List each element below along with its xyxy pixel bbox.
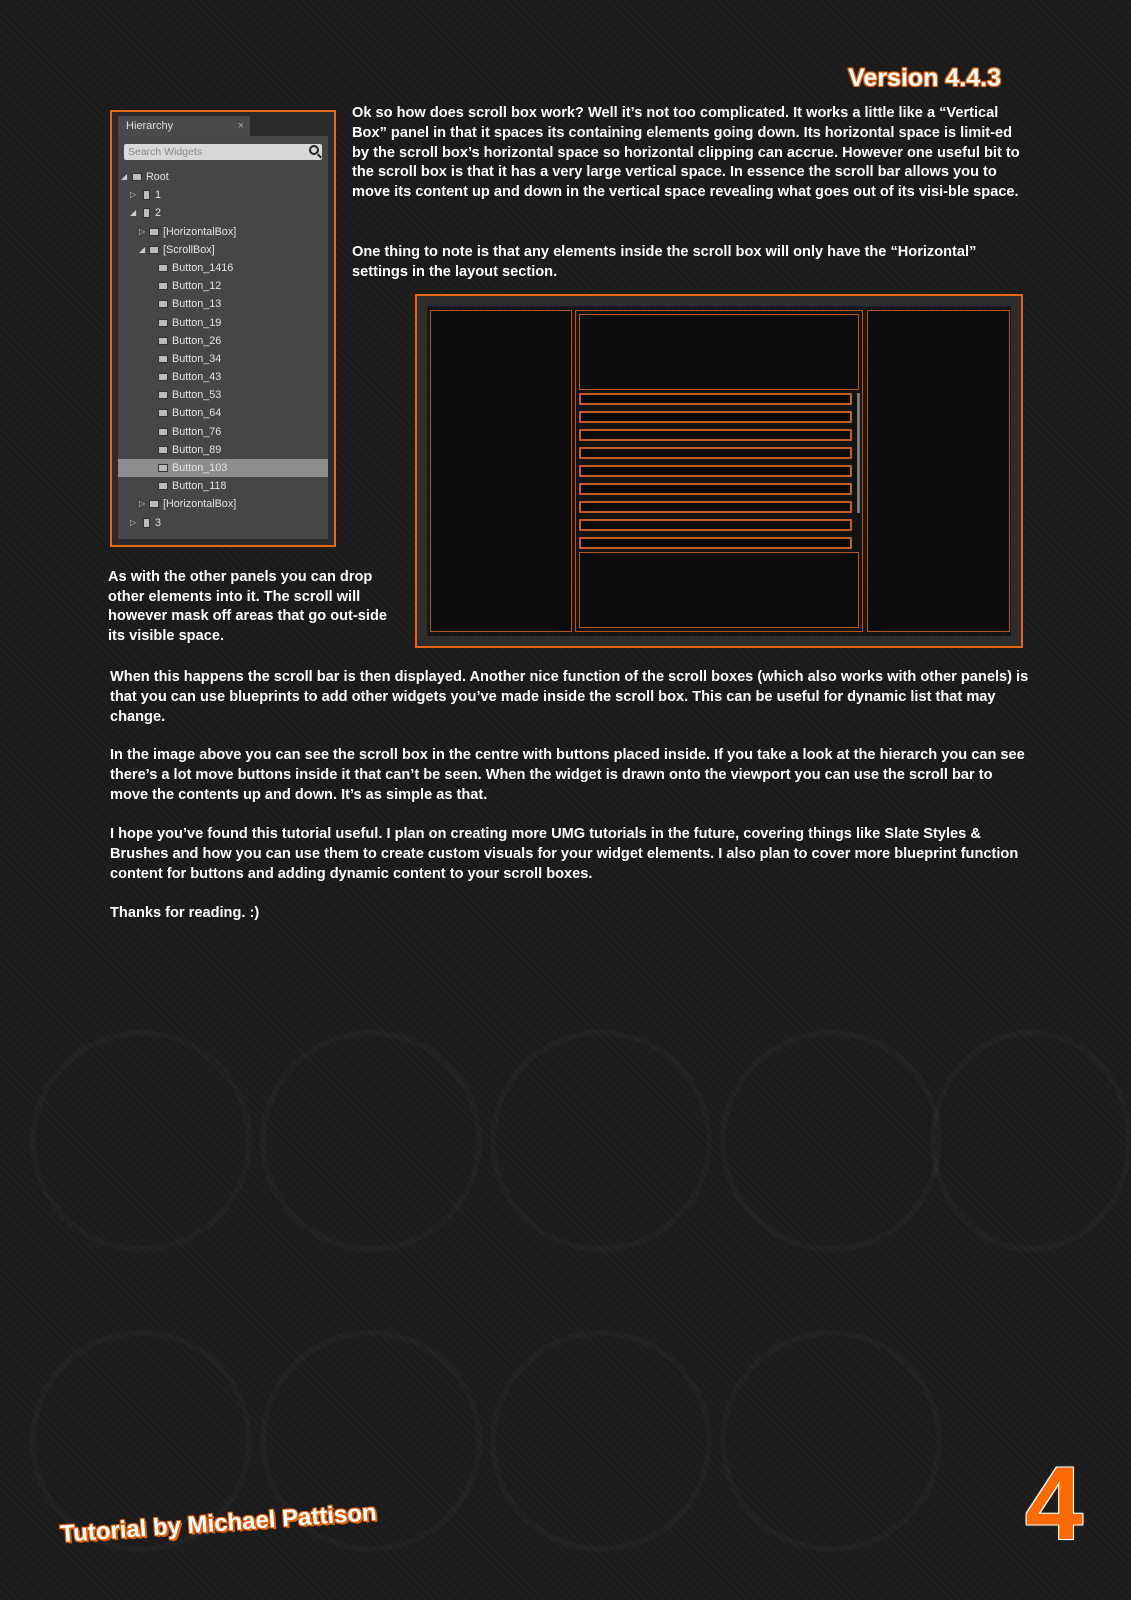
widget-tree: [118, 168, 328, 532]
scrollbar[interactable]: [857, 393, 860, 513]
version-label: Version 4.4.3: [848, 64, 1001, 92]
tree-row-button[interactable]: [118, 404, 328, 422]
thanks-paragraph: Thanks for reading. :): [110, 905, 260, 921]
search-widgets-input[interactable]: [124, 144, 322, 160]
scrollbox-button[interactable]: [579, 411, 852, 423]
expanded-arrow-icon[interactable]: ◢: [139, 244, 146, 254]
author-credit: Tutorial by Michael Pattison: [59, 1498, 378, 1549]
tree-row-button-selected[interactable]: [118, 459, 328, 477]
page-number: 4: [1025, 1446, 1083, 1562]
tree-row-label: [ScrollBox]: [163, 243, 215, 256]
tree-row-button[interactable]: [118, 295, 328, 313]
scrollbox-icon: [149, 246, 159, 254]
tree-row-label: Button_103: [172, 462, 228, 474]
tree-row-label: Button_13: [172, 298, 222, 311]
tree-row-label: Button_64: [172, 407, 222, 420]
tree-row-button[interactable]: [118, 477, 328, 495]
image-above-paragraph: In the image above you can see the scroll box in the centre with buttons placed inside. If you take a look at the hierarch you can see there’s a lot move buttons inside it that can’t be seen. When the widget is drawn onto the viewport you can use the scroll bar to move the contents up and down. It’s as simple as that.: [110, 747, 1025, 803]
tree-row-scrollbox[interactable]: [118, 241, 328, 259]
scrollbox-button[interactable]: [579, 447, 852, 459]
scrollbox-button[interactable]: [579, 519, 852, 531]
close-icon[interactable]: ×: [237, 120, 244, 132]
closing-paragraph: I hope you’ve found this tutorial useful. I plan on creating more UMG tutorials in the future, covering things like Slate Styles & Brushes and how you can use them to create custom visuals for your widget elements. I also plan to cover more blueprint function content for buttons and adding dynamic content to your scroll boxes.: [110, 826, 1019, 882]
tree-row-2[interactable]: [118, 204, 328, 222]
tree-row-1[interactable]: [118, 186, 328, 204]
scrollbar-paragraph: When this happens the scroll bar is then displayed. Another nice function of the scroll boxes (which also works with other panels) is that you can use blueprints to add other widgets you’ve made inside the scroll box. This can be useful for dynamic list that may change.: [110, 669, 1029, 725]
button-icon: [158, 355, 168, 363]
tree-row-label: Button_34: [172, 352, 222, 365]
button-icon: [158, 464, 168, 472]
button-icon: [158, 373, 168, 381]
tree-row-horizontalbox[interactable]: [118, 223, 328, 241]
hierarchy-tab[interactable]: [118, 116, 250, 136]
designer-grid: [427, 306, 1011, 636]
widget-icon: [143, 208, 150, 218]
tree-row-label: Button_118: [172, 480, 227, 493]
tree-row-label: Button_53: [172, 389, 222, 402]
tree-row-label: Root: [146, 171, 169, 183]
tree-row-horizontalbox[interactable]: [118, 495, 328, 513]
scrollbox-button[interactable]: [579, 537, 852, 549]
tree-row-button[interactable]: [118, 259, 328, 277]
button-icon: [158, 282, 168, 290]
scrollbox-button[interactable]: [579, 501, 852, 513]
scrollbox-button[interactable]: [579, 429, 852, 441]
tree-row-label: Button_26: [172, 334, 222, 347]
scrollbox-button[interactable]: [579, 465, 852, 477]
horizontalbox-icon: [149, 228, 159, 236]
tree-row-root[interactable]: [118, 168, 328, 186]
hierarchy-panel: [110, 110, 336, 547]
tree-row-label: 3: [155, 516, 162, 529]
button-icon: [158, 409, 168, 417]
search-placeholder: Search Widgets: [128, 146, 203, 158]
scrollbox-button[interactable]: [579, 483, 852, 495]
tree-row-3[interactable]: [118, 514, 328, 532]
tree-row-button[interactable]: [118, 441, 328, 459]
intro-paragraph: Ok so how does scroll box work? Well it’s not too complicated. It works a little like a “Vertical Box” panel in that it spaces its containing elements going down. Its horizontal space is limit-ed by the scroll box’s horizontal space so horizontal clipping can accrue. However one useful bit to the scroll box is that it has a very large vertical space. In essence the scroll bar allows you to move its content up and down in the vertical space revealing what goes out of its visi-ble space.: [352, 105, 1020, 201]
collapsed-arrow-icon[interactable]: ▷: [130, 517, 137, 527]
expanded-arrow-icon[interactable]: ◢: [130, 208, 137, 218]
collapsed-arrow-icon[interactable]: ▷: [139, 499, 146, 509]
button-icon: [158, 428, 168, 436]
scrollbox-designer-canvas: [415, 294, 1023, 648]
hierarchy-body: [118, 136, 328, 539]
expanded-arrow-icon[interactable]: ◢: [121, 172, 128, 181]
hierarchy-tab-label: Hierarchy: [126, 120, 174, 132]
drop-paragraph: As with the other panels you can drop other elements into it. The scroll will however mask off areas that go out-side its visible space.: [108, 569, 387, 644]
tree-row-label: 2: [155, 207, 162, 220]
tree-row-label: Button_43: [172, 371, 222, 384]
canvas-icon: [132, 173, 142, 181]
note-paragraph: One thing to note is that any elements inside the scroll box will only have the “Horizontal” settings in the layout section.: [352, 244, 977, 280]
tree-row-button[interactable]: [118, 368, 328, 386]
tree-row-label: [HorizontalBox]: [163, 225, 237, 238]
left-panel: [430, 310, 572, 632]
tree-row-button[interactable]: [118, 423, 328, 441]
tree-row-button[interactable]: [118, 277, 328, 295]
collapsed-arrow-icon[interactable]: ▷: [139, 226, 146, 236]
button-icon: [158, 446, 168, 454]
button-icon: [158, 319, 168, 327]
tree-row-button[interactable]: [118, 332, 328, 350]
scrollbox-button[interactable]: [579, 393, 852, 405]
widget-icon: [143, 518, 150, 528]
scrollbox-column: [575, 310, 863, 632]
tree-row-label: Button_1416: [172, 261, 234, 274]
top-panel: [579, 314, 859, 390]
button-icon: [158, 482, 168, 490]
tree-row-button[interactable]: [118, 386, 328, 404]
search-icon[interactable]: [309, 145, 319, 155]
tree-row-label: Button_12: [172, 280, 222, 293]
tree-row-label: [HorizontalBox]: [163, 498, 237, 511]
tree-row-button[interactable]: [118, 314, 328, 332]
button-icon: [158, 337, 168, 345]
widget-icon: [143, 190, 150, 200]
bottom-panel: [579, 552, 859, 628]
button-icon: [158, 300, 168, 308]
tree-row-label: Button_89: [172, 443, 222, 456]
right-panel: [867, 310, 1010, 632]
button-icon: [158, 391, 168, 399]
tree-row-label: Button_19: [172, 316, 222, 329]
tree-row-label: Button_76: [172, 425, 222, 438]
tree-row-button[interactable]: [118, 350, 328, 368]
horizontalbox-icon: [149, 500, 159, 508]
collapsed-arrow-icon[interactable]: ▷: [130, 190, 137, 200]
tree-row-label: 1: [155, 189, 162, 202]
button-icon: [158, 264, 168, 272]
